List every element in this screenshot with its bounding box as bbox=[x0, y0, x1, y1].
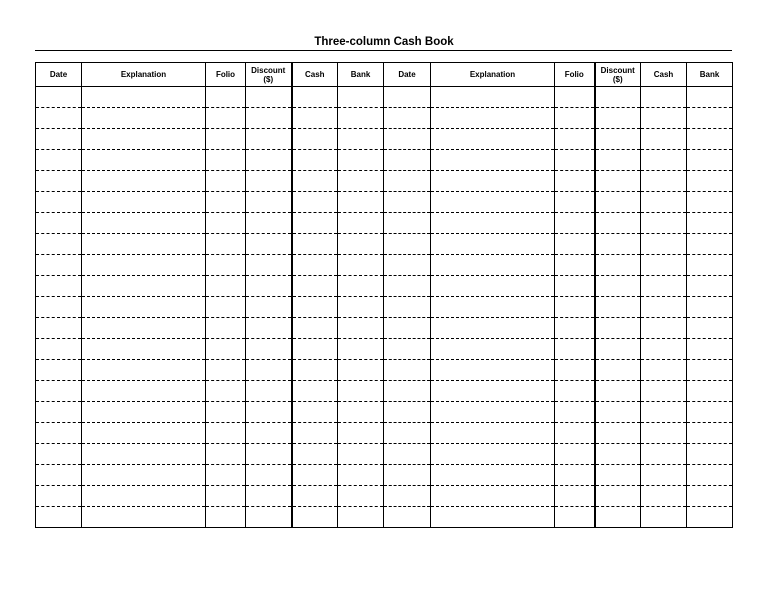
table-cell bbox=[687, 381, 733, 402]
table-cell bbox=[555, 213, 595, 234]
table-cell bbox=[36, 213, 82, 234]
table-cell bbox=[595, 108, 641, 129]
table-cell bbox=[555, 318, 595, 339]
table-body bbox=[36, 87, 733, 528]
table-cell bbox=[36, 486, 82, 507]
table-cell bbox=[431, 423, 555, 444]
table-cell bbox=[82, 381, 206, 402]
table-cell bbox=[687, 171, 733, 192]
table-cell bbox=[338, 255, 384, 276]
table-cell bbox=[555, 402, 595, 423]
col-header-discount-credit: Discount ($) bbox=[595, 63, 641, 87]
table-cell bbox=[641, 255, 687, 276]
table-cell bbox=[206, 297, 246, 318]
table-cell bbox=[338, 192, 384, 213]
table-cell bbox=[687, 213, 733, 234]
table-cell bbox=[384, 213, 431, 234]
table-cell bbox=[641, 318, 687, 339]
table-cell bbox=[246, 318, 292, 339]
col-header-cash-debit: Cash bbox=[292, 63, 338, 87]
table-cell bbox=[82, 486, 206, 507]
table-cell bbox=[246, 108, 292, 129]
table-cell bbox=[687, 87, 733, 108]
table-cell bbox=[384, 402, 431, 423]
table-cell bbox=[338, 234, 384, 255]
table-cell bbox=[292, 318, 338, 339]
table-cell bbox=[641, 276, 687, 297]
table-cell bbox=[82, 213, 206, 234]
table-cell bbox=[431, 108, 555, 129]
table-cell bbox=[338, 444, 384, 465]
table-cell bbox=[246, 486, 292, 507]
table-cell bbox=[292, 423, 338, 444]
col-header-bank-debit: Bank bbox=[338, 63, 384, 87]
table-row bbox=[36, 339, 733, 360]
table-cell bbox=[36, 360, 82, 381]
table-cell bbox=[595, 255, 641, 276]
table-cell bbox=[431, 213, 555, 234]
table-row bbox=[36, 255, 733, 276]
table-cell bbox=[431, 150, 555, 171]
table-cell bbox=[687, 339, 733, 360]
table-row bbox=[36, 87, 733, 108]
table-cell bbox=[641, 171, 687, 192]
table-cell bbox=[338, 318, 384, 339]
table-cell bbox=[36, 87, 82, 108]
table-cell bbox=[641, 87, 687, 108]
table-cell bbox=[246, 381, 292, 402]
table-cell bbox=[206, 465, 246, 486]
table-cell bbox=[384, 423, 431, 444]
table-cell bbox=[595, 423, 641, 444]
table-cell bbox=[36, 402, 82, 423]
table-cell bbox=[338, 276, 384, 297]
table-cell bbox=[246, 87, 292, 108]
col-header-date-debit: Date bbox=[36, 63, 82, 87]
table-cell bbox=[555, 360, 595, 381]
table-row bbox=[36, 318, 733, 339]
table-cell bbox=[384, 297, 431, 318]
table-cell bbox=[338, 381, 384, 402]
table-cell bbox=[431, 486, 555, 507]
table-cell bbox=[82, 171, 206, 192]
table-cell bbox=[641, 486, 687, 507]
table-cell bbox=[82, 507, 206, 528]
col-header-discount-debit: Discount ($) bbox=[246, 63, 292, 87]
table-cell bbox=[82, 234, 206, 255]
table-cell bbox=[338, 297, 384, 318]
table-cell bbox=[246, 465, 292, 486]
table-cell bbox=[338, 108, 384, 129]
table-cell bbox=[431, 234, 555, 255]
col-header-explanation-debit: Explanation bbox=[82, 63, 206, 87]
table-cell bbox=[687, 255, 733, 276]
table-cell bbox=[338, 339, 384, 360]
table-cell bbox=[292, 234, 338, 255]
table-cell bbox=[292, 192, 338, 213]
table-cell bbox=[431, 171, 555, 192]
table-cell bbox=[555, 465, 595, 486]
table-cell bbox=[292, 297, 338, 318]
table-cell bbox=[384, 234, 431, 255]
table-cell bbox=[292, 402, 338, 423]
table-cell bbox=[595, 486, 641, 507]
table-cell bbox=[641, 360, 687, 381]
table-cell bbox=[595, 402, 641, 423]
table-cell bbox=[338, 360, 384, 381]
table-cell bbox=[431, 402, 555, 423]
table-cell bbox=[36, 444, 82, 465]
table-cell bbox=[246, 276, 292, 297]
table-cell bbox=[206, 129, 246, 150]
table-cell bbox=[595, 87, 641, 108]
table-cell bbox=[206, 276, 246, 297]
table-cell bbox=[641, 129, 687, 150]
table-row bbox=[36, 171, 733, 192]
table-cell bbox=[384, 255, 431, 276]
table-cell bbox=[641, 108, 687, 129]
table-cell bbox=[338, 150, 384, 171]
table-cell bbox=[555, 507, 595, 528]
table-cell bbox=[431, 87, 555, 108]
table-cell bbox=[206, 318, 246, 339]
table-cell bbox=[595, 129, 641, 150]
table-cell bbox=[246, 150, 292, 171]
table-cell bbox=[641, 234, 687, 255]
table-cell bbox=[36, 234, 82, 255]
table-cell bbox=[292, 213, 338, 234]
col-header-folio-debit: Folio bbox=[206, 63, 246, 87]
table-cell bbox=[431, 465, 555, 486]
table-cell bbox=[246, 297, 292, 318]
table-cell bbox=[36, 465, 82, 486]
table-cell bbox=[431, 507, 555, 528]
table-cell bbox=[431, 276, 555, 297]
table-cell bbox=[687, 150, 733, 171]
table-cell bbox=[246, 360, 292, 381]
table-cell bbox=[338, 486, 384, 507]
table-row bbox=[36, 234, 733, 255]
table-cell bbox=[82, 150, 206, 171]
table-cell bbox=[206, 213, 246, 234]
table-cell bbox=[82, 339, 206, 360]
table-cell bbox=[555, 381, 595, 402]
table-cell bbox=[206, 444, 246, 465]
table-cell bbox=[431, 339, 555, 360]
table-cell bbox=[206, 171, 246, 192]
table-row bbox=[36, 276, 733, 297]
table-cell bbox=[641, 192, 687, 213]
table-cell bbox=[338, 129, 384, 150]
table-cell bbox=[36, 318, 82, 339]
table-cell bbox=[82, 465, 206, 486]
table-cell bbox=[595, 276, 641, 297]
table-cell bbox=[431, 318, 555, 339]
table-cell bbox=[687, 444, 733, 465]
table-cell bbox=[338, 402, 384, 423]
table-cell bbox=[384, 108, 431, 129]
table-cell bbox=[641, 465, 687, 486]
table-cell bbox=[687, 192, 733, 213]
table-cell bbox=[595, 507, 641, 528]
table-cell bbox=[431, 192, 555, 213]
table-cell bbox=[641, 150, 687, 171]
col-header-cash-credit: Cash bbox=[641, 63, 687, 87]
table-cell bbox=[555, 171, 595, 192]
table-cell bbox=[595, 150, 641, 171]
table-cell bbox=[687, 276, 733, 297]
table-cell bbox=[246, 213, 292, 234]
table-cell bbox=[82, 255, 206, 276]
table-cell bbox=[246, 171, 292, 192]
table-cell bbox=[687, 129, 733, 150]
table-cell bbox=[36, 129, 82, 150]
table-cell bbox=[687, 108, 733, 129]
table-cell bbox=[687, 486, 733, 507]
table-cell bbox=[555, 129, 595, 150]
table-cell bbox=[641, 423, 687, 444]
table-cell bbox=[206, 192, 246, 213]
table-cell bbox=[292, 276, 338, 297]
table-cell bbox=[687, 507, 733, 528]
table-cell bbox=[555, 150, 595, 171]
table-cell bbox=[687, 297, 733, 318]
table-cell bbox=[206, 255, 246, 276]
table-cell bbox=[431, 255, 555, 276]
table-cell bbox=[82, 276, 206, 297]
table-cell bbox=[206, 402, 246, 423]
table-cell bbox=[555, 276, 595, 297]
table-cell bbox=[384, 339, 431, 360]
table-cell bbox=[206, 360, 246, 381]
table-cell bbox=[595, 381, 641, 402]
table-cell bbox=[82, 297, 206, 318]
table-row bbox=[36, 108, 733, 129]
table-cell bbox=[641, 444, 687, 465]
table-cell bbox=[384, 507, 431, 528]
table-cell bbox=[292, 465, 338, 486]
table-cell bbox=[595, 234, 641, 255]
table-cell bbox=[384, 171, 431, 192]
table-cell bbox=[292, 381, 338, 402]
table-cell bbox=[595, 192, 641, 213]
table-cell bbox=[687, 318, 733, 339]
table-cell bbox=[595, 171, 641, 192]
table-cell bbox=[36, 192, 82, 213]
table-row bbox=[36, 486, 733, 507]
table-cell bbox=[292, 171, 338, 192]
table-cell bbox=[641, 402, 687, 423]
table-cell bbox=[82, 192, 206, 213]
table-cell bbox=[246, 234, 292, 255]
table-row bbox=[36, 297, 733, 318]
table-cell bbox=[206, 423, 246, 444]
header-row bbox=[36, 63, 733, 87]
table-cell bbox=[384, 129, 431, 150]
page-title: Three-column Cash Book bbox=[314, 36, 454, 48]
table-cell bbox=[82, 129, 206, 150]
table-cell bbox=[292, 108, 338, 129]
table-cell bbox=[431, 444, 555, 465]
cash-book-table bbox=[35, 62, 733, 528]
table-cell bbox=[246, 444, 292, 465]
table-cell bbox=[82, 108, 206, 129]
table-cell bbox=[338, 465, 384, 486]
table-cell bbox=[384, 318, 431, 339]
table-cell bbox=[641, 381, 687, 402]
table-row bbox=[36, 150, 733, 171]
table-cell bbox=[641, 507, 687, 528]
table-cell bbox=[555, 192, 595, 213]
table-row bbox=[36, 192, 733, 213]
table-cell bbox=[82, 444, 206, 465]
table-cell bbox=[246, 255, 292, 276]
table-cell bbox=[595, 444, 641, 465]
table-cell bbox=[595, 465, 641, 486]
table-cell bbox=[384, 276, 431, 297]
table-cell bbox=[36, 339, 82, 360]
table-cell bbox=[595, 297, 641, 318]
table-cell bbox=[292, 129, 338, 150]
table-cell bbox=[82, 318, 206, 339]
table-cell bbox=[555, 297, 595, 318]
table-cell bbox=[641, 297, 687, 318]
table-row bbox=[36, 507, 733, 528]
table-cell bbox=[206, 507, 246, 528]
table-row bbox=[36, 444, 733, 465]
col-header-folio-credit: Folio bbox=[555, 63, 595, 87]
table-cell bbox=[36, 171, 82, 192]
table-cell bbox=[431, 360, 555, 381]
table-cell bbox=[206, 486, 246, 507]
table-cell bbox=[641, 339, 687, 360]
table-cell bbox=[687, 423, 733, 444]
table-cell bbox=[292, 507, 338, 528]
table-cell bbox=[292, 255, 338, 276]
table-cell bbox=[555, 234, 595, 255]
table-cell bbox=[206, 339, 246, 360]
col-header-explanation-credit: Explanation bbox=[431, 63, 555, 87]
table-cell bbox=[36, 507, 82, 528]
table-cell bbox=[384, 150, 431, 171]
table-cell bbox=[246, 402, 292, 423]
table-cell bbox=[384, 444, 431, 465]
table-cell bbox=[687, 360, 733, 381]
table-cell bbox=[384, 192, 431, 213]
table-cell bbox=[595, 360, 641, 381]
table-row bbox=[36, 381, 733, 402]
table-row bbox=[36, 213, 733, 234]
table-cell bbox=[338, 423, 384, 444]
table-cell bbox=[384, 486, 431, 507]
table-cell bbox=[595, 318, 641, 339]
table-cell bbox=[687, 402, 733, 423]
table-cell bbox=[246, 339, 292, 360]
table-cell bbox=[36, 381, 82, 402]
col-header-bank-credit: Bank bbox=[687, 63, 733, 87]
table-row bbox=[36, 360, 733, 381]
table-cell bbox=[36, 276, 82, 297]
table-cell bbox=[687, 465, 733, 486]
table-cell bbox=[292, 444, 338, 465]
table-cell bbox=[292, 486, 338, 507]
table-cell bbox=[338, 507, 384, 528]
table-cell bbox=[246, 423, 292, 444]
table-row bbox=[36, 465, 733, 486]
table-cell bbox=[338, 87, 384, 108]
table-cell bbox=[246, 192, 292, 213]
table-cell bbox=[555, 87, 595, 108]
table-cell bbox=[292, 360, 338, 381]
table-cell bbox=[555, 486, 595, 507]
table-row bbox=[36, 402, 733, 423]
table-cell bbox=[206, 234, 246, 255]
table-cell bbox=[292, 339, 338, 360]
table-cell bbox=[338, 213, 384, 234]
table-cell bbox=[36, 423, 82, 444]
table-cell bbox=[206, 87, 246, 108]
table-cell bbox=[206, 381, 246, 402]
table-cell bbox=[36, 108, 82, 129]
table-cell bbox=[384, 381, 431, 402]
table-cell bbox=[246, 129, 292, 150]
table-cell bbox=[292, 87, 338, 108]
table-cell bbox=[431, 297, 555, 318]
table-cell bbox=[384, 465, 431, 486]
table-cell bbox=[555, 339, 595, 360]
table-cell bbox=[555, 444, 595, 465]
table-cell bbox=[687, 234, 733, 255]
col-header-date-credit: Date bbox=[384, 63, 431, 87]
table-row bbox=[36, 423, 733, 444]
table-cell bbox=[641, 213, 687, 234]
table-cell bbox=[82, 402, 206, 423]
table-cell bbox=[36, 255, 82, 276]
table-cell bbox=[82, 87, 206, 108]
table-cell bbox=[338, 171, 384, 192]
table-cell bbox=[82, 423, 206, 444]
table-cell bbox=[431, 381, 555, 402]
table-cell bbox=[431, 129, 555, 150]
table-row bbox=[36, 129, 733, 150]
title-underline bbox=[35, 50, 732, 51]
table-cell bbox=[206, 108, 246, 129]
table-cell bbox=[384, 360, 431, 381]
table-cell bbox=[82, 360, 206, 381]
table-cell bbox=[246, 507, 292, 528]
table-cell bbox=[206, 150, 246, 171]
table-cell bbox=[384, 87, 431, 108]
table-cell bbox=[595, 213, 641, 234]
table-cell bbox=[555, 423, 595, 444]
table-cell bbox=[36, 297, 82, 318]
table-cell bbox=[36, 150, 82, 171]
table-cell bbox=[555, 108, 595, 129]
table-cell bbox=[292, 150, 338, 171]
table-cell bbox=[595, 339, 641, 360]
table-cell bbox=[555, 255, 595, 276]
